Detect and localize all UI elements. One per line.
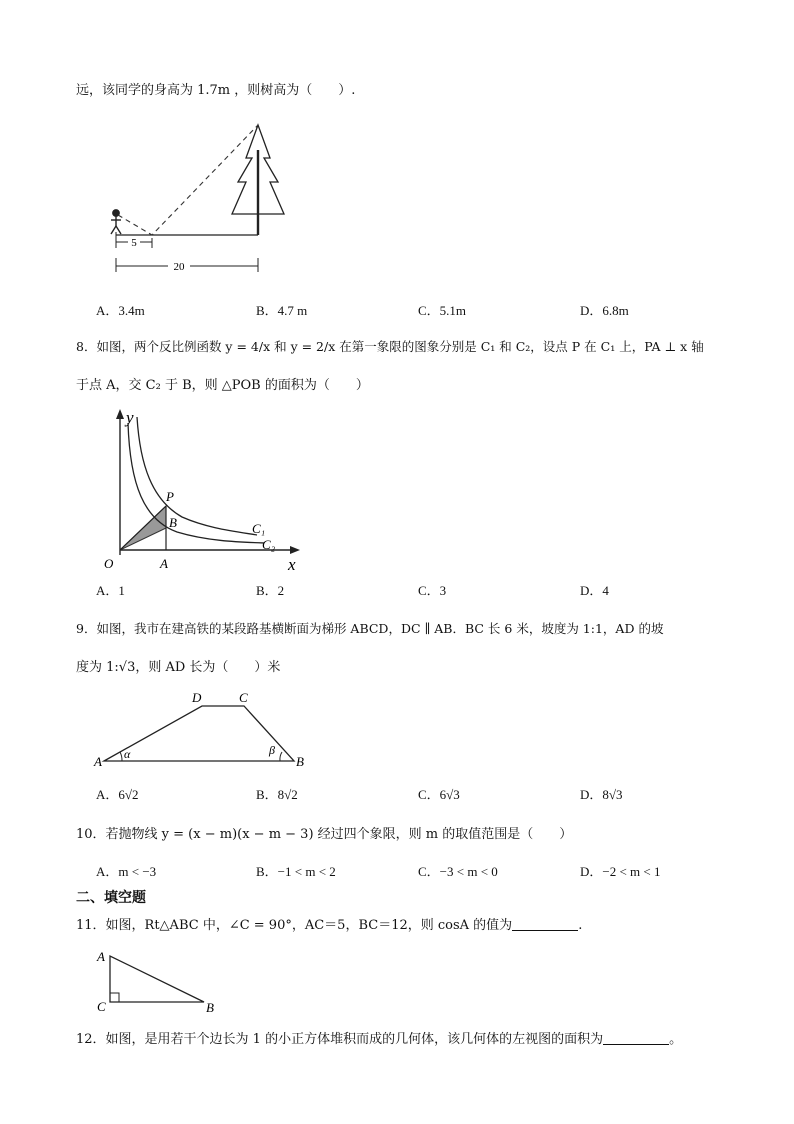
q10-option-c[interactable]: C．−3 < m < 0 (418, 864, 498, 879)
q9-text-line1: 9．如图，我市在建高铁的某段路基横断面为梯形 ABCD，DC ∥ AB．BC 长 6 米，坡度为 1:1，AD 的坡 (76, 621, 664, 636)
vertex-b-label: B (206, 1000, 214, 1015)
origin-label: O (104, 556, 114, 571)
q9-option-d[interactable]: D．8√3 (580, 787, 623, 802)
q8-graph-figure (92, 405, 302, 575)
q11-end: . (578, 918, 583, 933)
q7-option-c[interactable]: C．5.1m (418, 303, 467, 318)
axis-x-label: x (288, 555, 296, 574)
q7-option-a[interactable]: A．3.4m (96, 303, 145, 318)
q7-tree-figure (106, 120, 286, 280)
q11-text (76, 916, 582, 935)
point-a-label: A (160, 556, 168, 571)
q9-text-line2: 度为 1:√3，则 AD 长为（ ）米 (76, 660, 281, 675)
sight-line (118, 125, 258, 235)
trapezoid-abcd (104, 706, 294, 761)
q12-text (76, 1030, 682, 1049)
right-triangle-abc (110, 956, 204, 1002)
q10-option-a[interactable]: A．m < −3 (96, 864, 157, 879)
curve-c1-label: C₁ (252, 521, 266, 536)
q7-option-d[interactable]: D．6.8m (580, 303, 629, 318)
q10-text: 10．若抛物线 y = (x − m)(x − m − 3) 经过四个象限，则 m 的取值范围是（ ） (76, 827, 573, 842)
dim-label-5: 5 (131, 237, 137, 249)
right-angle-mark (110, 993, 119, 1002)
point-p-label: P (166, 489, 174, 504)
q9-option-b[interactable]: B．8√2 (256, 787, 298, 802)
q10-options (96, 863, 716, 881)
q12-answer-blank[interactable] (603, 1030, 669, 1045)
q8-text-line1: 8．如图，两个反比例函数 y = 4/x 和 y = 2/x 在第一象限的图象分别是 C₁ 和 C₂，设点 P 在 C₁ 上，PA ⊥ x 轴 (76, 339, 704, 354)
q9-options (96, 786, 716, 804)
q11-answer-blank[interactable] (512, 916, 578, 931)
q9-trapezoid-figure (92, 692, 322, 772)
vertex-c-label: C (239, 690, 248, 705)
q8-text-line2: 于点 A，交 C₂ 于 B，则 △POB 的面积为（ ） (76, 378, 369, 393)
point-b-label: B (169, 515, 177, 530)
q11-triangle-figure (92, 946, 232, 1014)
person-icon (111, 210, 121, 234)
q8-option-d[interactable]: D．4 (580, 583, 609, 598)
curve-c2-label: C₂ (262, 537, 276, 552)
q11-question: 11．如图，Rt△ABC 中，∠C = 90°，AC＝5，BC＝12，则 cosA 的值为 (76, 918, 513, 933)
q8-option-a[interactable]: A．1 (96, 583, 125, 598)
q12-question: 12．如图，是用若干个边长为 1 的小正方体堆积而成的几何体，该几何体的左视图的面积为 (76, 1032, 604, 1047)
q10-option-b[interactable]: B．−1 < m < 2 (256, 864, 336, 879)
q7-options (96, 302, 716, 320)
q8-options (96, 582, 716, 600)
q12-end: 。 (669, 1032, 683, 1047)
q9-option-a[interactable]: A．6√2 (96, 787, 139, 802)
vertex-a-label: A (94, 754, 102, 769)
section-2-heading: 二、填空题 (76, 890, 146, 906)
q7-option-b[interactable]: B．4.7 m (256, 303, 308, 318)
q8-option-c[interactable]: C．3 (418, 583, 447, 598)
q8-option-b[interactable]: B．2 (256, 583, 285, 598)
vertex-b-label: B (296, 754, 304, 769)
angle-alpha-label: α (124, 747, 131, 761)
vertex-a-label: A (97, 949, 105, 964)
q9-option-c[interactable]: C．6√3 (418, 787, 460, 802)
q10-option-d[interactable]: D．−2 < m < 1 (580, 864, 661, 879)
vertex-c-label: C (97, 999, 106, 1014)
q7-text: 远，该同学的身高为 1.7m ，则树高为（ ）. (76, 83, 356, 98)
axis-y-label: y (126, 408, 134, 427)
angle-beta-label: β (269, 743, 275, 757)
dim-label-20: 20 (173, 261, 185, 273)
vertex-d-label: D (192, 690, 202, 705)
